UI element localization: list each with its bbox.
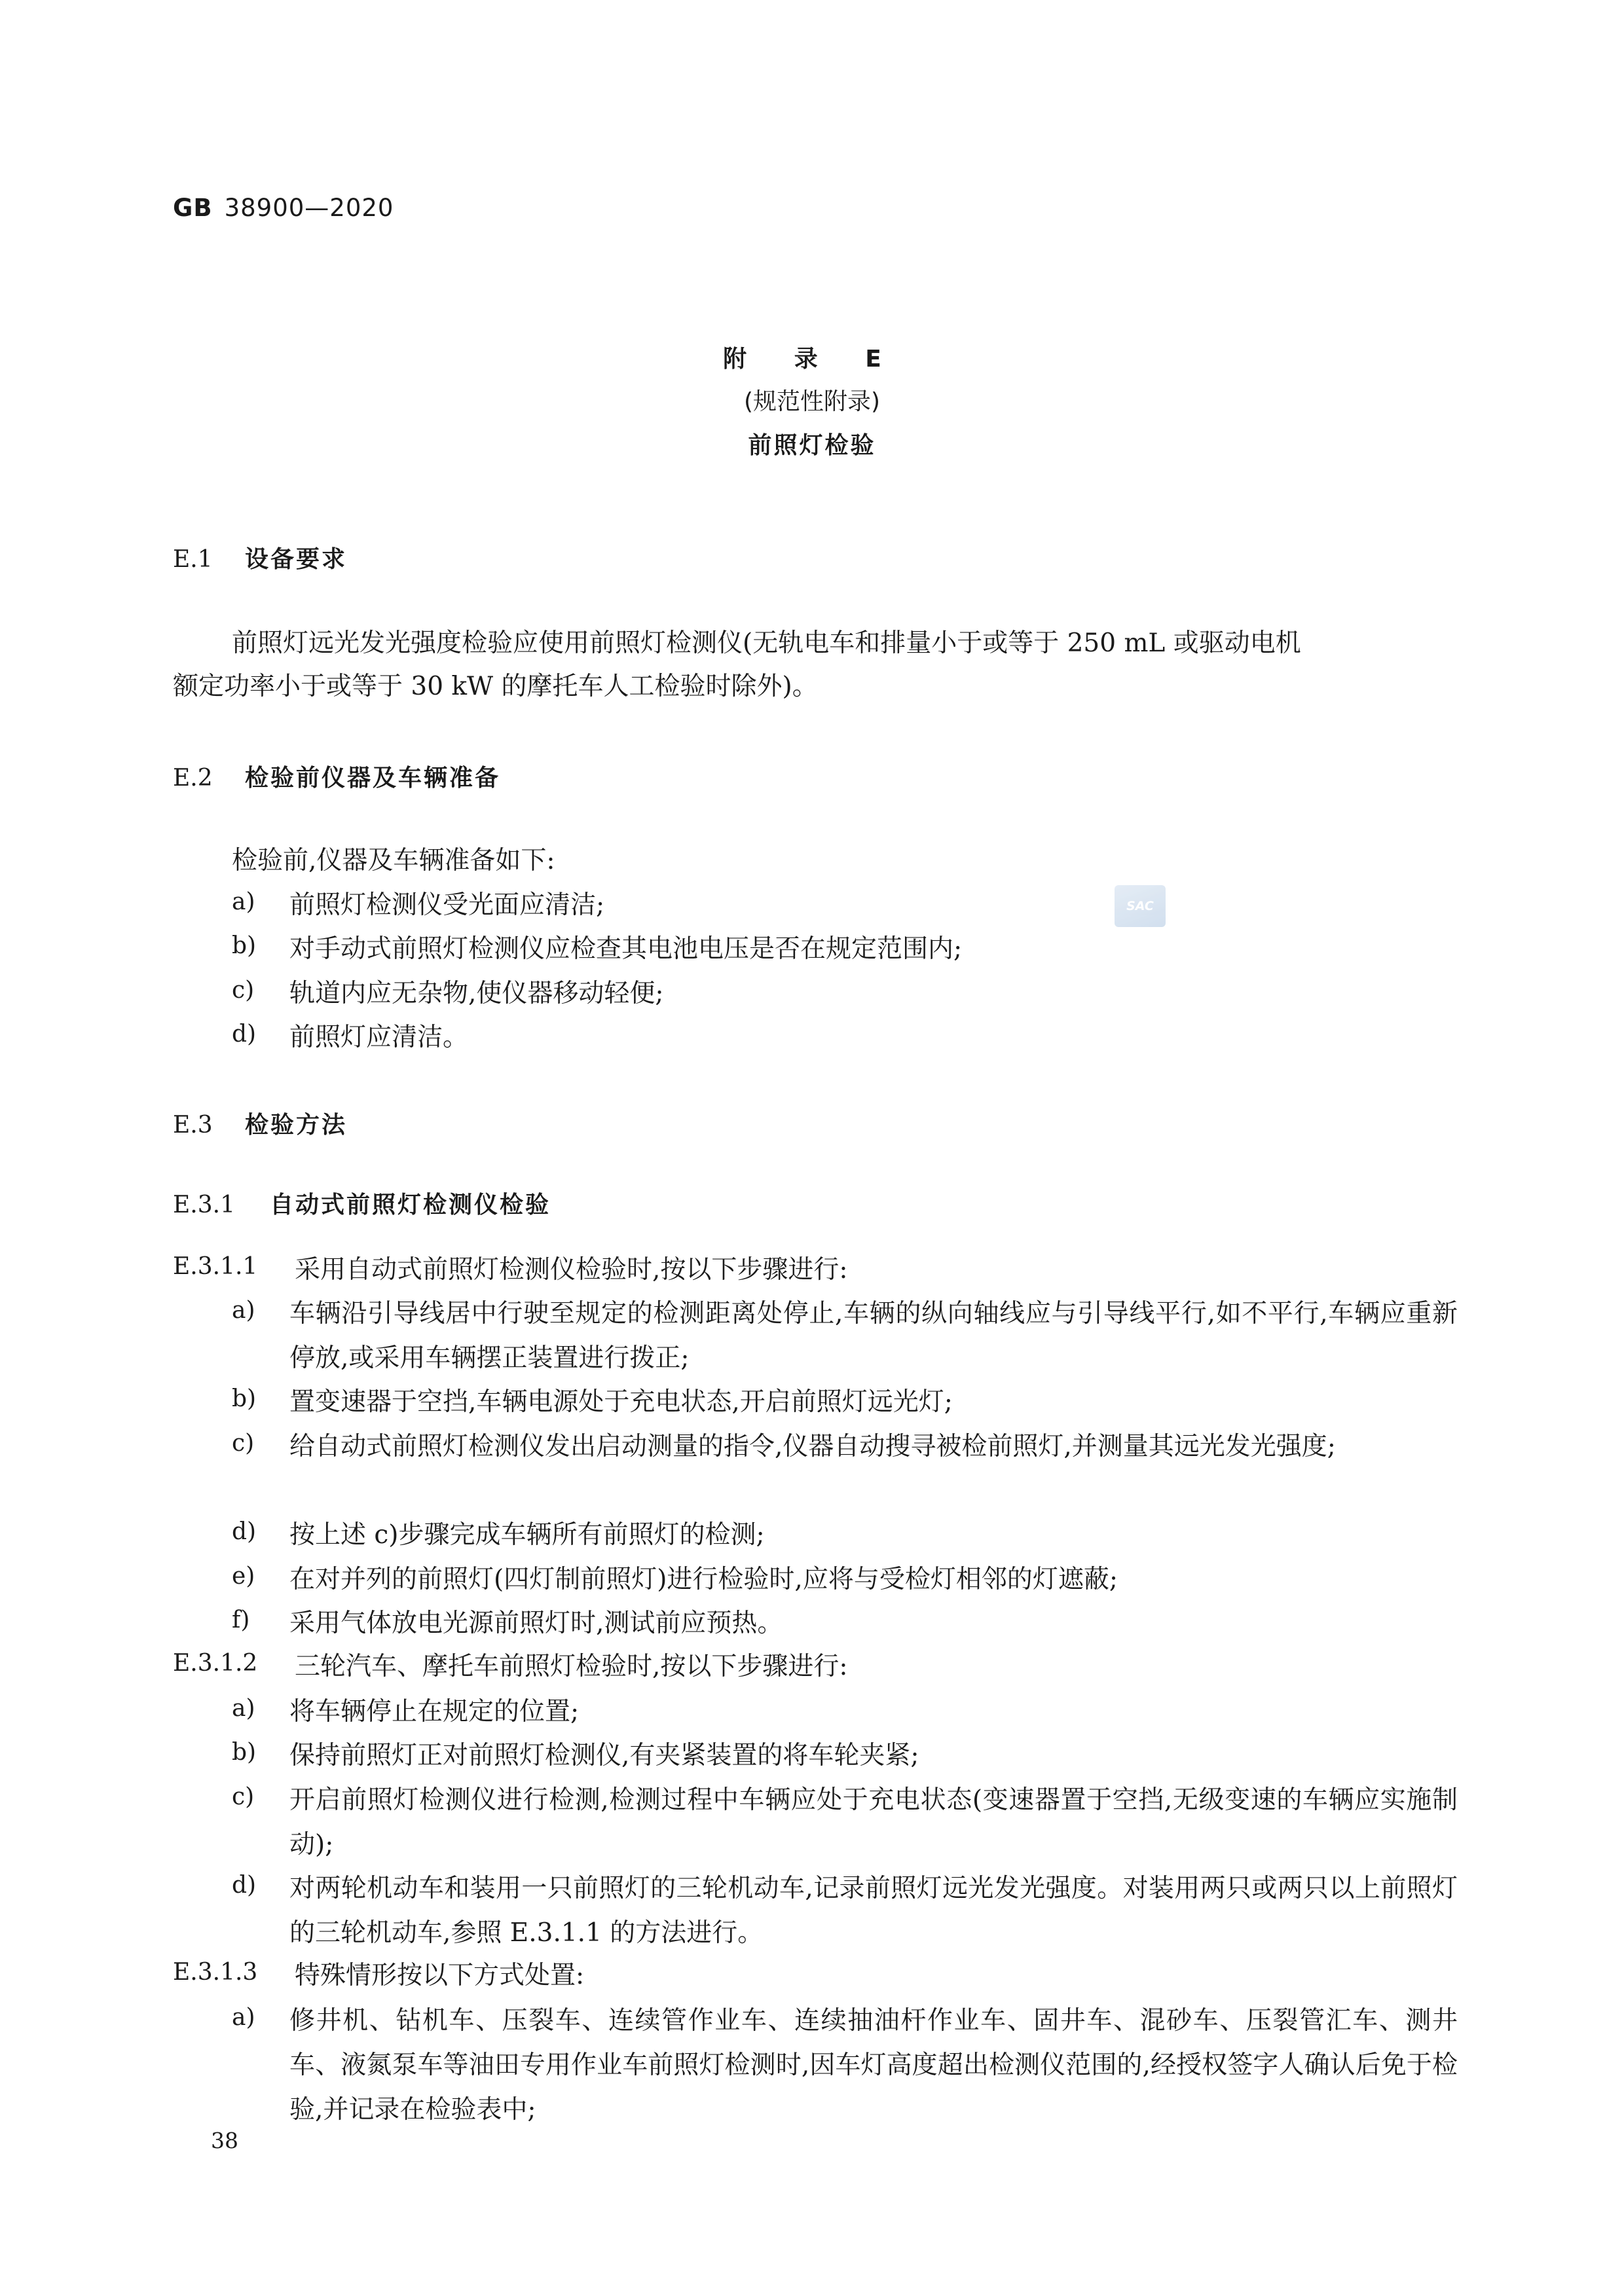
list-item-label: a)	[232, 1297, 255, 1324]
clause-number: E.3.1.2	[173, 1650, 258, 1677]
appendix-type: (规范性附录)	[743, 388, 881, 415]
list-item-label: d)	[232, 1872, 257, 1899]
list-item-text: 保持前照灯正对前照灯检测仪,有夹紧装置的将车轮夹紧;	[289, 1741, 919, 1770]
list-item-text: 对手动式前照灯检测仪应检查其电池电压是否在规定范围内;	[289, 934, 963, 964]
e2-intro: 检验前,仪器及车辆准备如下:	[232, 846, 555, 875]
section-number: E.3	[173, 1112, 213, 1139]
list-item-label: a)	[232, 888, 255, 915]
clause-text: 采用自动式前照灯检测仪检验时,按以下步骤进行:	[295, 1255, 848, 1285]
section-number: E.2	[173, 765, 213, 792]
list-item-label: b)	[232, 932, 257, 959]
list-item-label: f)	[232, 1607, 250, 1633]
section-title: 自动式前照灯检测仪检验	[270, 1192, 551, 1218]
list-item-label: a)	[232, 2004, 255, 2031]
list-item-text: 在对并列的前照灯(四灯制前照灯)进行检验时,应将与受检灯相邻的灯遮蔽;	[289, 1565, 1118, 1594]
list-item-text: 对两轮机动车和装用一只前照灯的三轮机动车,记录前照灯远光发光强度。对装用两只或两只以上前照灯的三轮机动车,参照 E.3.1.1 的方法进行。	[289, 1874, 1458, 1948]
list-item-label: c)	[232, 977, 255, 1004]
list-item-text: 采用气体放电光源前照灯时,测试前应预热。	[289, 1609, 783, 1638]
sac-watermark-logo	[1115, 885, 1166, 927]
list-item-label: b)	[232, 1385, 257, 1412]
list-item-label: b)	[232, 1739, 257, 1766]
sac-watermark-text: SAC	[1126, 899, 1154, 913]
clause-number: E.3.1.3	[173, 1959, 258, 1986]
e1-body-line2: 额定功率小于或等于 30 kW 的摩托车人工检验时除外)。	[173, 672, 818, 701]
list-item-text: 前照灯检测仪受光面应清洁;	[289, 890, 605, 920]
list-item-text: 给自动式前照灯检测仪发出启动测量的指令,仪器自动搜寻被检前照灯,并测量其远光发光强度;	[289, 1432, 1336, 1461]
appendix-name: 前照灯检验	[748, 432, 876, 459]
standard-id	[173, 194, 394, 222]
list-item-text: 置变速器于空挡,车辆电源处于充电状态,开启前照灯远光灯;	[289, 1387, 953, 1417]
clause-text: 特殊情形按以下方式处置:	[295, 1961, 585, 1990]
section-heading-e3	[173, 1106, 347, 1140]
list-item-text: 前照灯应清洁。	[289, 1023, 469, 1052]
section-heading-e31	[173, 1186, 551, 1220]
list-item-text: 修井机、钻机车、压裂车、连续管作业车、连续抽油杆作业车、固井车、混砂车、压裂管汇车、测井车、液氮泵车等油田专用作业车前照灯检测时,因车灯高度超出检测仪范围的,经授权签字人确认后免于检验,并记录在检验表中;	[289, 2006, 1458, 2124]
clause-text: 三轮汽车、摩托车前照灯检验时,按以下步骤进行:	[295, 1652, 848, 1681]
section-number: E.3.1	[173, 1192, 235, 1218]
list-item-text: 车辆沿引导线居中行驶至规定的检测距离处停止,车辆的纵向轴线应与引导线平行,如不平行,车辆应重新停放,或采用车辆摆正装置进行拨正;	[289, 1299, 1458, 1373]
list-item-label: c)	[232, 1783, 255, 1810]
list-item-label: c)	[232, 1430, 255, 1457]
list-item-label: a)	[232, 1695, 255, 1722]
section-number: E.1	[173, 546, 213, 573]
section-title: 检验前仪器及车辆准备	[245, 765, 501, 792]
list-item-text: 轨道内应无杂物,使仪器移动轻便;	[289, 979, 664, 1008]
page-number: 38	[211, 2128, 238, 2153]
standard-code: GB	[173, 194, 213, 222]
list-item-label: d)	[232, 1021, 257, 1048]
section-title: 检验方法	[245, 1112, 348, 1139]
list-item-text: 开启前照灯检测仪进行检测,检测过程中车辆应处于充电状态(变速器置于空挡,无级变速的车辆应实施制动);	[289, 1785, 1458, 1859]
e1-body-line1: 前照灯远光发光强度检验应使用前照灯检测仪(无轨电车和排量小于或等于 250 mL 或驱动电机	[232, 629, 1301, 658]
list-item-text: 将车辆停止在规定的位置;	[289, 1697, 580, 1726]
standard-number: 38900—2020	[224, 194, 394, 222]
list-item-label: d)	[232, 1518, 257, 1545]
list-item-text: 按上述 c)步骤完成车辆所有前照灯的检测;	[289, 1520, 765, 1550]
section-heading-e1	[173, 541, 347, 574]
clause-number: E.3.1.1	[173, 1253, 258, 1280]
section-heading-e2	[173, 759, 500, 793]
appendix-title: 附 录 E	[723, 346, 901, 373]
list-item-label: e)	[232, 1563, 255, 1590]
section-title: 设备要求	[245, 546, 348, 573]
